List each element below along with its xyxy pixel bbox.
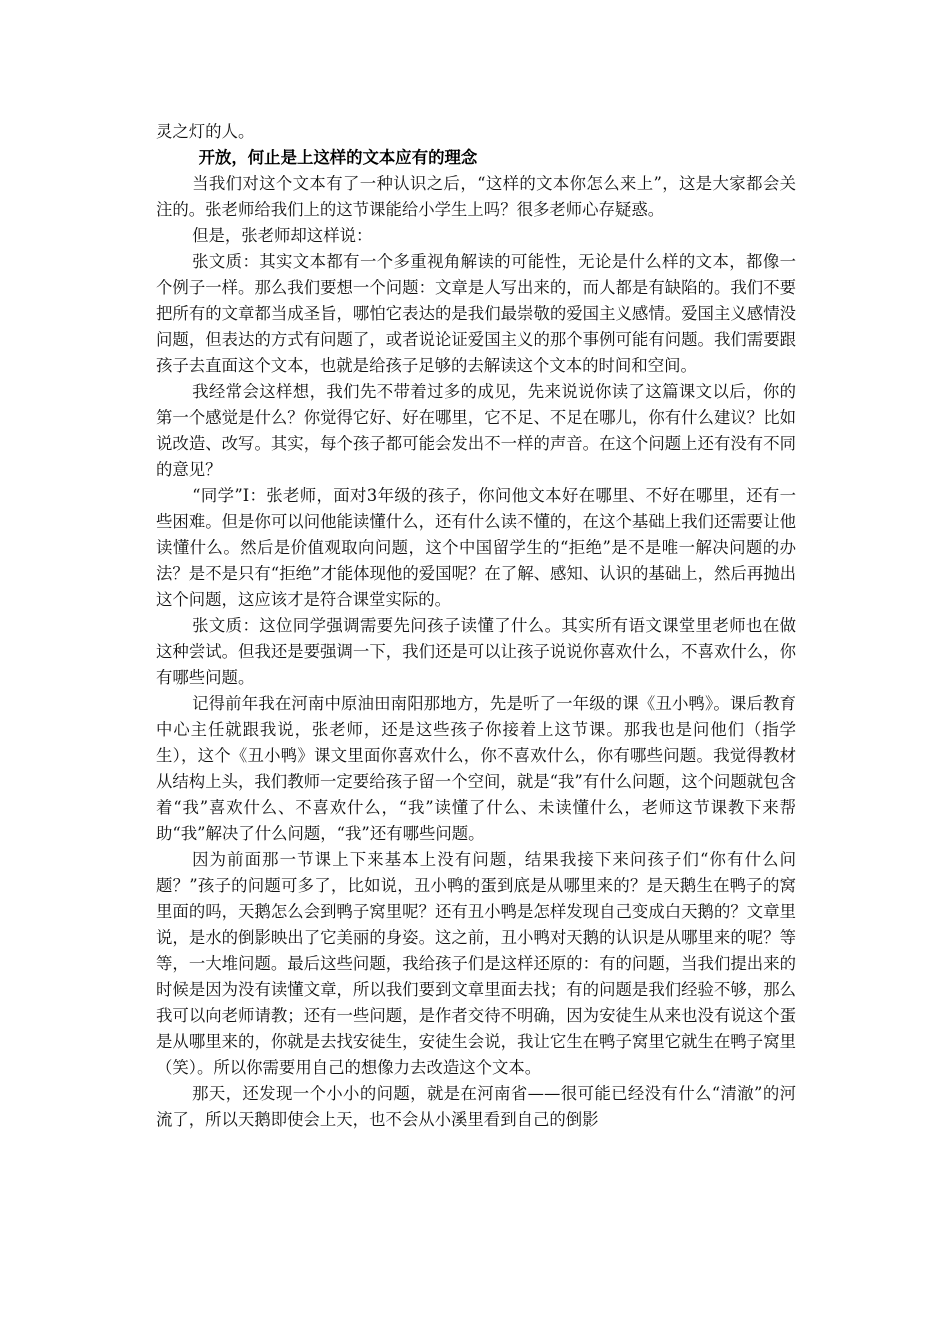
paragraph: 张文质：这位同学强调需要先问孩子读懂了什么。其实所有语文课堂里老师也在做这种尝试。但我还是要强调一下，我们还是可以让孩子说说你喜欢什么，不喜欢什么，你有哪些问题。 xyxy=(156,616,796,687)
paragraph: 因为前面那一节课上下来基本上没有问题，结果我接下来问孩子们“你有什么问题？”孩子的问题可多了，比如说，丑小鸭的蛋到底是从哪里来的？是天鹅生在鸭子的窝里面的吗，天鹅怎么会到鸭子窝里呢？还有丑小鸭是怎样发现自己变成白天鹅的？文章里说，是水的倒影映出了它美丽的身姿。这之前，丑小鸭对天鹅的认识是从哪里来的呢？等等，一大堆问题。最后这些问题，我给孩子们是这样还原的：有的问题，当我们提出来的时候是因为没有读懂文章，所以我们要到文章里面去找；有的问题是我们经验不够，那么我可以向老师请教；还有一些问题，是作者交待不明确，因为安徒生从来也没有说这个蛋是从哪里来的，你就是去找安徒生，安徒生会说，我让它生在鸭子窝里它就生在鸭子窝里（笑）。所以你需要用自己的想像力去改造这个文本。 xyxy=(156,850,796,1077)
paragraph: “同学”I：张老师，面对3年级的孩子，你问他文本好在哪里、不好在哪里，还有一些困难。但是你可以问他能读懂什么，还有什么读不懂的，在这个基础上我们还需要让他读懂什么。然后是价值观取向问题，这个中国留学生的“拒绝”是不是唯一解决问题的办法？是不是只有“拒绝”才能体现他的爱国呢？在了解、感知、认识的基础上，然后再抛出这个问题，这应该才是符合课堂实际的。 xyxy=(156,486,796,609)
paragraph: 但是，张老师却这样说： xyxy=(192,226,373,245)
paragraph: 我经常会这样想，我们先不带着过多的成见，先来说说你读了这篇课文以后，你的第一个感觉是什么？你觉得它好、好在哪里，它不足、不足在哪儿，你有什么建议？比如说改造、改写。其实，每个孩子都可能会发出不一样的声音。在这个问题上还有没有不同的意见？ xyxy=(156,382,796,479)
paragraph: 记得前年我在河南中原油田南阳那地方，先是听了一年级的课《丑小鸭》。课后教育中心主任就跟我说，张老师，还是这些孩子你接着上这节课。那我也是问他们（指学生），这个《丑小鸭》课文里面你喜欢什么，你不喜欢什么，你有哪些问题。我觉得教材从结构上头，我们教师一定要给孩子留一个空间，就是“我”有什么问题，这个问题就包含着“我”喜欢什么、不喜欢什么，“我”读懂了什么、未读懂什么，老师这节课教下来帮助“我”解决了什么问题，“我”还有哪些问题。 xyxy=(156,694,796,843)
paragraph: 张文质：其实文本都有一个多重视角解读的可能性，无论是什么样的文本，都像一个例子一样。那么我们要想一个问题：文章是人写出来的，而人都是有缺陷的。我们不要把所有的文章都当成圣旨，哪怕它表达的是我们最崇敬的爱国主义感情。爱国主义感情没问题，但表达的方式有问题了，或者说论证爱国主义的那个事例可能有问题。我们需要跟孩子去直面这个文本，也就是给孩子足够的去解读这个文本的时间和空间。 xyxy=(156,252,796,375)
section-heading: 开放，何止是上这样的文本应有的理念 xyxy=(198,148,478,167)
paragraph: 当我们对这个文本有了一种认识之后，“这样的文本你怎么来上”，这是大家都会关注的。张老师给我们上的这节课能给小学生上吗？很多老师心存疑惑。 xyxy=(156,174,796,219)
article-body xyxy=(156,119,796,1133)
lead-text: 灵之灯的人。 xyxy=(156,122,255,141)
paragraph: 那天，还发现一个小小的问题，就是在河南省——很可能已经没有什么“清澈”的河流了，所以天鹅即使会上天，也不会从小溪里看到自己的倒影 xyxy=(156,1084,796,1129)
